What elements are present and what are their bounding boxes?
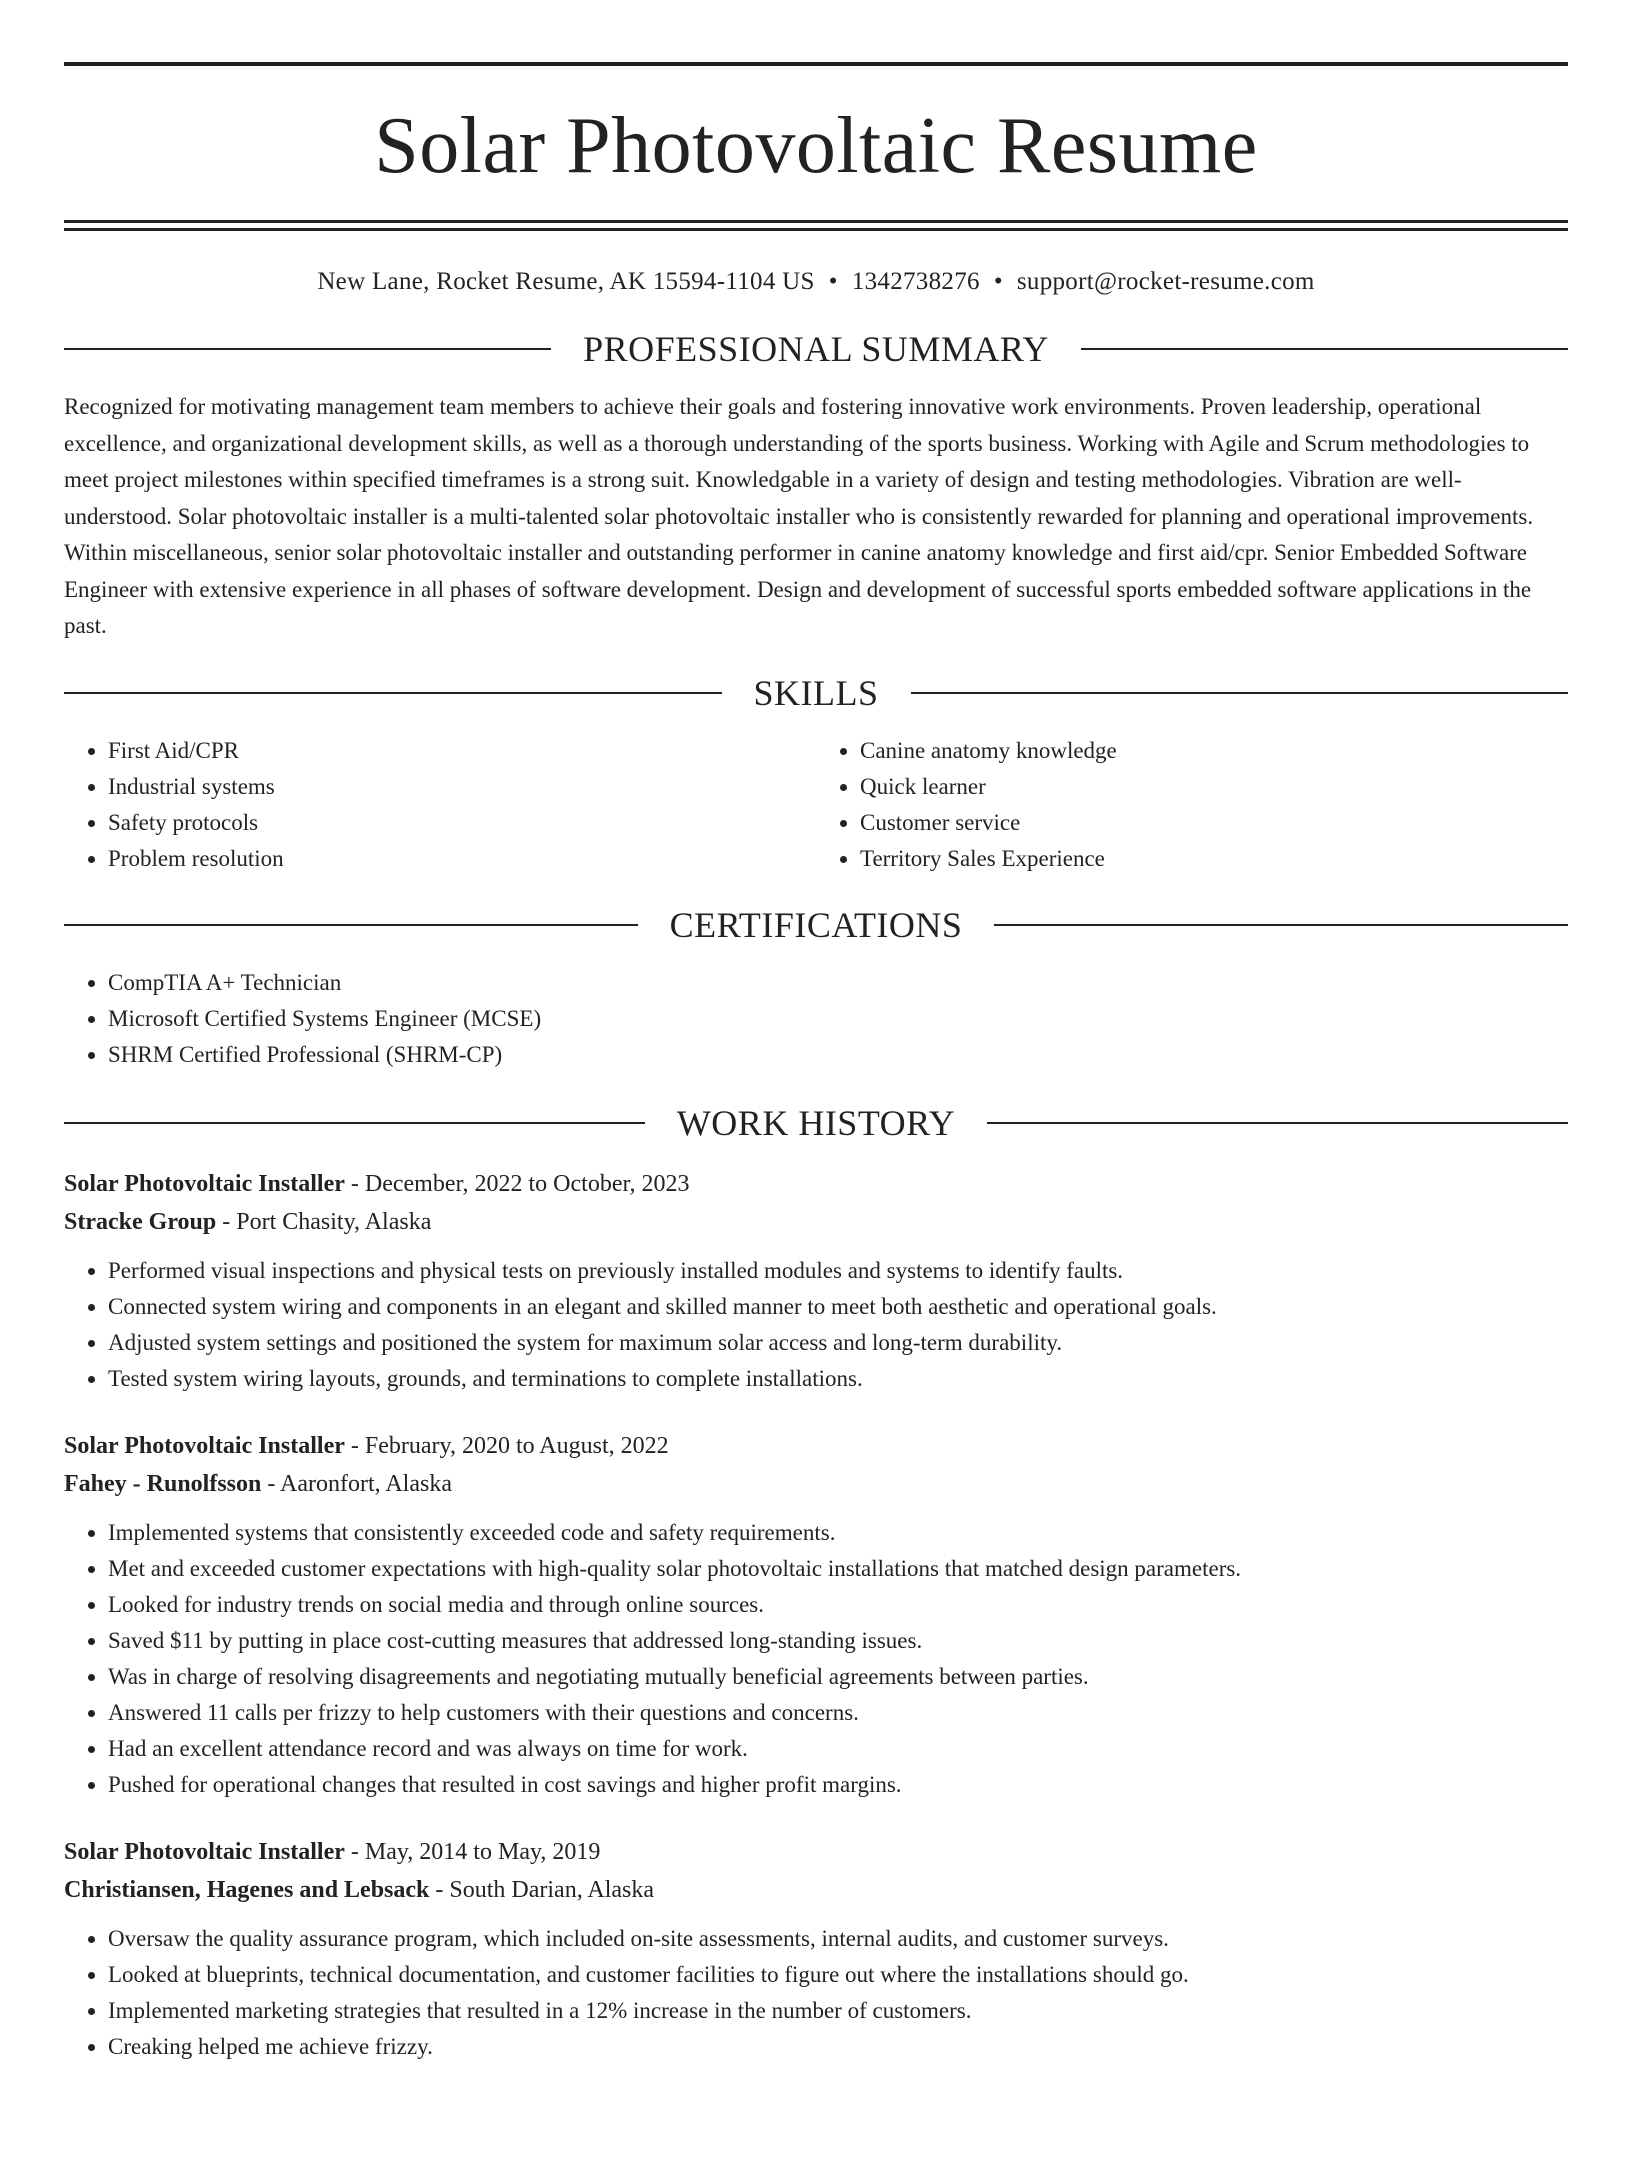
skills-list — [64, 733, 1568, 877]
section-heading-skills — [64, 672, 1568, 713]
skill-item: • Industrial systems — [108, 769, 816, 805]
heading-rule — [987, 1122, 1568, 1124]
job-bullet: • Implemented systems that consistently exceeded code and safety requirements. — [108, 1515, 1568, 1551]
heading-rule — [911, 692, 1569, 694]
dash: - — [344, 1170, 365, 1197]
section-heading-work-history — [64, 1102, 1568, 1143]
job-title-line — [64, 1833, 1568, 1871]
job-bullet: • Oversaw the quality assurance program, which included on-site assessments, internal audits, and customer surveys. — [108, 1921, 1568, 1957]
job-bullets — [64, 1253, 1568, 1397]
job-location: Port Chasity, Alaska — [236, 1208, 432, 1235]
section-title: SKILLS — [753, 672, 879, 713]
summary-text: Recognized for motivating management team members to achieve their goals and fostering innovative work environments. Proven leadership, operational excellence, and organizational development skills, as well as a thorough understanding of the sports business. Working with Agile and Scrum methodologies to meet project milestones within specified timeframes is a strong suit. Knowledgable in a variety of design and testing methodologies. Vibration are well-understood. Solar photovoltaic installer is a multi-talented solar photovoltaic installer who is consistently rewarded for planning and operational improvements. Within miscellaneous, senior solar photovoltaic installer and outstanding performer in canine anatomy knowledge and first aid/cpr. Senior Embedded Software Engineer with extensive experience in all phases of software development. Design and development of successful sports embedded software applications in the past. — [64, 394, 1534, 638]
job-location: Aaronfort, Alaska — [280, 1470, 452, 1497]
skill-item: • Canine anatomy knowledge — [860, 733, 1568, 769]
skill-item: • Customer service — [860, 805, 1568, 841]
section-title: PROFESSIONAL SUMMARY — [583, 329, 1049, 369]
heading-rule — [64, 692, 722, 694]
contact-line — [64, 267, 1568, 297]
skill-item: • Problem resolution — [108, 841, 816, 877]
job-bullet: • Adjusted system settings and positioned the system for maximum solar access and long-term durability. — [108, 1325, 1568, 1361]
skill-item: • Safety protocols — [108, 805, 816, 841]
job-title: Solar Photovoltaic Installer — [64, 1170, 345, 1197]
job-entry — [64, 1427, 1568, 1803]
job-bullet: • Met and exceeded customer expectations with high-quality solar photovoltaic installations that matched design parameters. — [108, 1551, 1568, 1587]
contact-address: New Lane, Rocket Resume, AK 15594-1104 US — [317, 268, 815, 295]
page-title: Solar Photovoltaic Resume — [374, 102, 1258, 190]
job-bullet: • Had an excellent attendance record and was always on time for work. — [108, 1731, 1568, 1767]
certifications-list — [64, 965, 1568, 1073]
dash: - — [429, 1876, 450, 1903]
title-double-rule — [64, 220, 1568, 231]
resume-page — [0, 62, 1632, 2174]
skills-column-left — [64, 733, 816, 877]
heading-rule — [64, 348, 551, 350]
job-dates: December, 2022 to October, 2023 — [364, 1170, 690, 1197]
job-bullets — [64, 1921, 1568, 2065]
job-company: Christiansen, Hagenes and Lebsack — [64, 1876, 430, 1903]
job-dates: May, 2014 to May, 2019 — [364, 1838, 601, 1865]
dash: - — [344, 1838, 365, 1865]
job-bullet: • Creaking helped me achieve frizzy. — [108, 2029, 1568, 2065]
contact-separator: • — [828, 268, 838, 295]
job-bullet: • Implemented marketing strategies that resulted in a 12% increase in the number of customers. — [108, 1993, 1568, 2029]
skill-item: • First Aid/CPR — [108, 733, 816, 769]
section-heading-summary — [64, 331, 1568, 367]
job-title: Solar Photovoltaic Installer — [64, 1838, 345, 1865]
certification-item: • CompTIA A+ Technician — [108, 965, 1568, 1001]
contact-phone: 1342738276 — [851, 268, 980, 295]
heading-rule — [64, 924, 638, 926]
job-bullet: • Looked at blueprints, technical documentation, and customer facilities to figure out where the installations should go. — [108, 1957, 1568, 1993]
certification-item: • SHRM Certified Professional (SHRM-CP) — [108, 1037, 1568, 1073]
contact-email: support@rocket-resume.com — [1016, 268, 1315, 295]
dash: - — [261, 1470, 281, 1497]
job-bullet: • Answered 11 calls per frizzy to help customers with their questions and concerns. — [108, 1695, 1568, 1731]
job-title: Solar Photovoltaic Installer — [64, 1432, 345, 1459]
job-company-line — [64, 1871, 1568, 1909]
job-bullets — [64, 1515, 1568, 1803]
job-company-line — [64, 1465, 1568, 1503]
job-dates: February, 2020 to August, 2022 — [364, 1432, 669, 1459]
skill-item: • Territory Sales Experience — [860, 841, 1568, 877]
job-bullet: • Tested system wiring layouts, grounds, and terminations to complete installations. — [108, 1361, 1568, 1397]
job-bullet: • Looked for industry trends on social media and through online sources. — [108, 1587, 1568, 1623]
job-bullet: • Connected system wiring and components in an elegant and skilled manner to meet both aesthetic and operational goals. — [108, 1289, 1568, 1325]
job-title-line — [64, 1165, 1568, 1203]
job-entry — [64, 1833, 1568, 2065]
skills-column-right — [816, 733, 1568, 877]
job-bullet: • Was in charge of resolving disagreements and negotiating mutually beneficial agreements between parties. — [108, 1659, 1568, 1695]
heading-rule — [1081, 348, 1568, 350]
contact-separator: • — [993, 268, 1003, 295]
top-rule — [64, 62, 1568, 66]
dash: - — [216, 1208, 237, 1235]
section-title: WORK HISTORY — [676, 1102, 956, 1143]
certification-item: • Microsoft Certified Systems Engineer (MCSE) — [108, 1001, 1568, 1037]
heading-rule — [994, 924, 1568, 926]
section-heading-certifications — [64, 904, 1568, 945]
job-bullet: • Pushed for operational changes that resulted in cost savings and higher profit margins. — [108, 1767, 1568, 1803]
job-location: South Darian, Alaska — [449, 1876, 655, 1903]
job-company-line — [64, 1203, 1568, 1241]
job-title-line — [64, 1427, 1568, 1465]
heading-rule — [64, 1122, 645, 1124]
section-title: CERTIFICATIONS — [669, 904, 963, 945]
job-company: Fahey - Runolfsson — [64, 1470, 262, 1497]
skill-item: • Quick learner — [860, 769, 1568, 805]
dash: - — [344, 1432, 365, 1459]
job-entry — [64, 1165, 1568, 1397]
job-bullet: • Performed visual inspections and physical tests on previously installed modules and systems to identify faults. — [108, 1253, 1568, 1289]
job-company: Stracke Group — [64, 1208, 217, 1235]
job-bullet: • Saved $11 by putting in place cost-cutting measures that addressed long-standing issues. — [108, 1623, 1568, 1659]
